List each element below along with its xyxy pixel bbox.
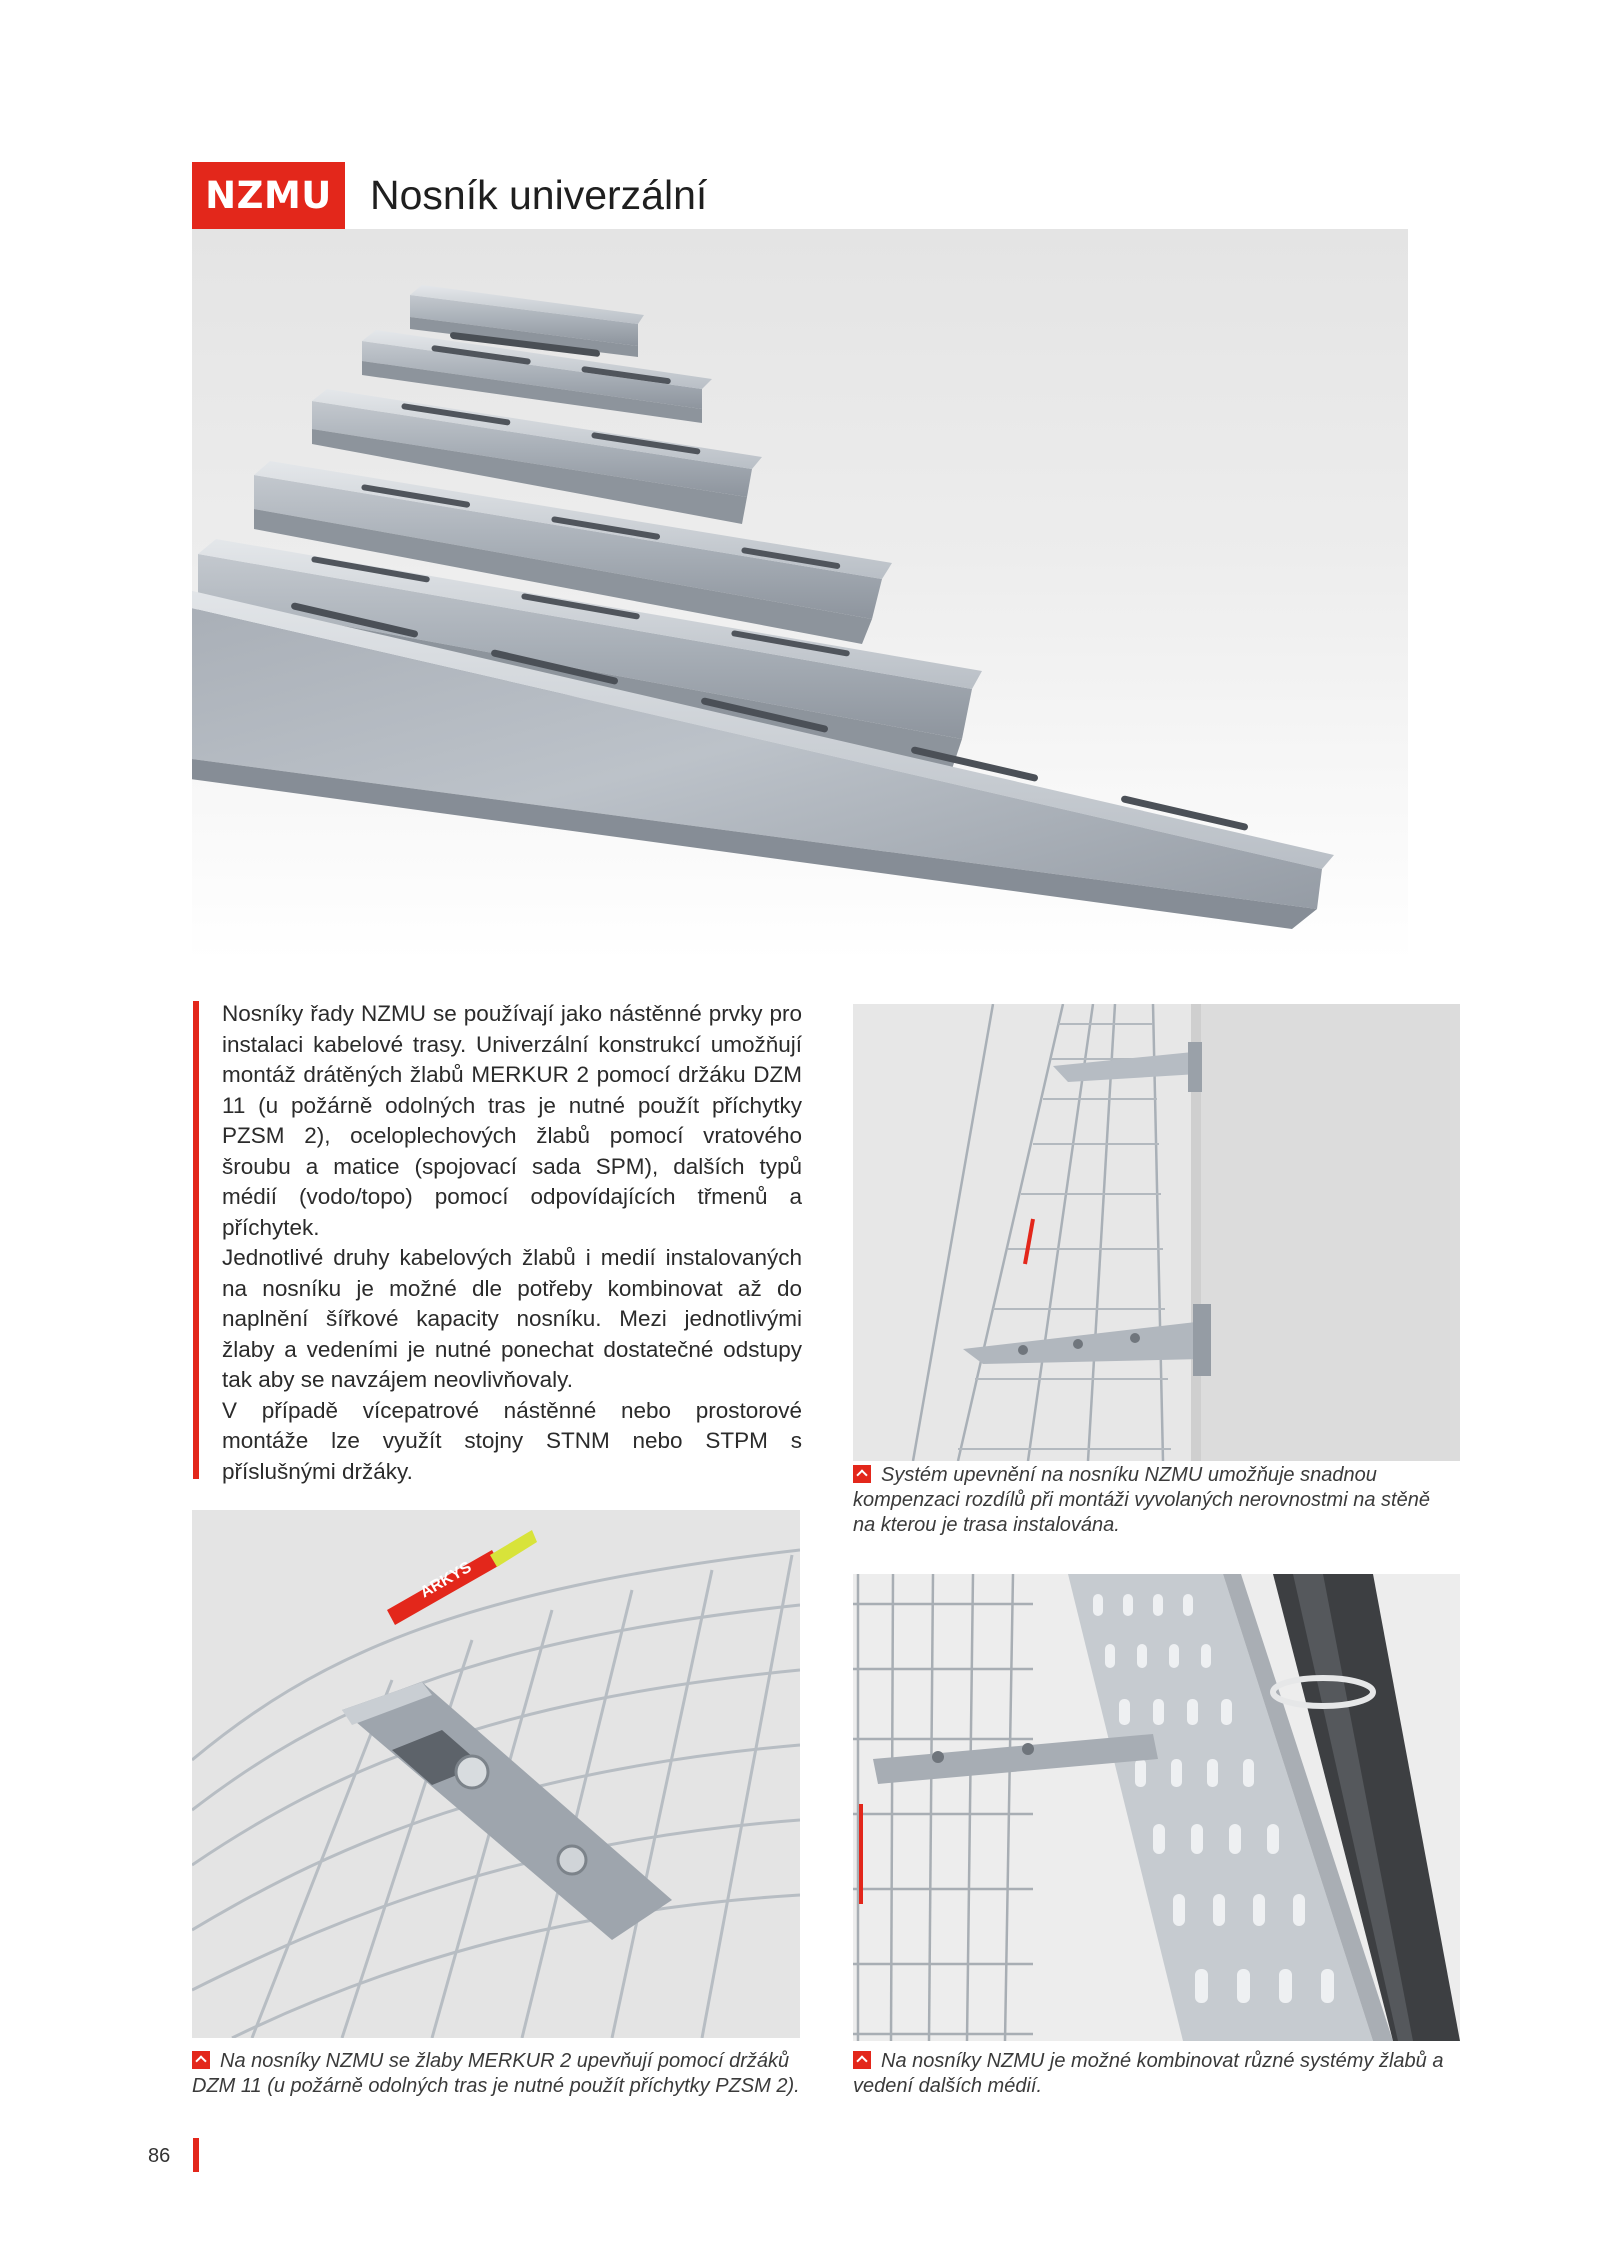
chevron-up-icon bbox=[853, 1465, 871, 1483]
photo-bracket-closeup bbox=[192, 1510, 800, 2038]
caption-text: Systém upevnění na nosníku NZMU umožňuje snadnou kompenzaci rozdílů při montáži vyvolaných nerovnostmi na stěně na kterou je trasa instalována. bbox=[853, 1464, 1430, 1536]
body-text bbox=[222, 999, 802, 1487]
page-number: 86 bbox=[148, 2145, 171, 2167]
footer-accent-bar bbox=[193, 2138, 199, 2172]
chevron-up-icon bbox=[853, 2051, 871, 2069]
body-paragraph: Jednotlivé druhy kabelových žlabů i medií instalovaných na nosníku je možné dle potřeby kombinovat až do naplnění šířkové kapacity nosníku. Mezi jednotlivými žlaby a vedeními je nutné ponechat dostatečné odstupy tak aby se navzájem neovlivňovaly. bbox=[222, 1245, 802, 1392]
photo-wall-mounted-tray bbox=[853, 1004, 1460, 1461]
caption-text: Na nosníky NZMU se žlaby MERKUR 2 upevňují pomocí držáků DZM 11 (u požárně odolných tras je nutné použít příchytky PZSM 2). bbox=[192, 2050, 800, 2097]
caption-photo-2 bbox=[192, 2049, 802, 2099]
body-paragraph: Nosníky řady NZMU se používají jako nástěnné prvky pro instalaci kabelové trasy. Univerzální konstrukcí umožňují montáž drátěných žlabů MERKUR 2 pomocí držáku DZM 11 (u požárně odolných tras je nutné použít příchytky PZSM 2), oceloplechových žlabů pomocí vratového šroubu a matice (spojovací sada SPM), dalších typů médií (vodo/topo) pomocí odpovídajících třmenů a příchytek. bbox=[222, 1001, 802, 1240]
caption-text: Na nosníky NZMU je možné kombinovat různé systémy žlabů a vedení dalších médií. bbox=[853, 2050, 1444, 2097]
hero-image-brackets bbox=[192, 229, 1408, 961]
caption-photo-1 bbox=[853, 1463, 1453, 1538]
photo-combined-systems bbox=[853, 1574, 1460, 2041]
product-code-badge: NZMU bbox=[192, 162, 345, 229]
page-title: Nosník univerzální bbox=[370, 172, 708, 218]
product-label-text: ARKYS bbox=[417, 1558, 475, 1602]
text-accent-bar bbox=[193, 1001, 199, 1479]
body-paragraph: V případě vícepatrové nástěnné nebo prostorové montáže lze využít stojny STNM nebo STPM s příslušnými držáky. bbox=[222, 1397, 802, 1484]
caption-photo-3 bbox=[853, 2049, 1453, 2099]
chevron-up-icon bbox=[192, 2051, 210, 2069]
